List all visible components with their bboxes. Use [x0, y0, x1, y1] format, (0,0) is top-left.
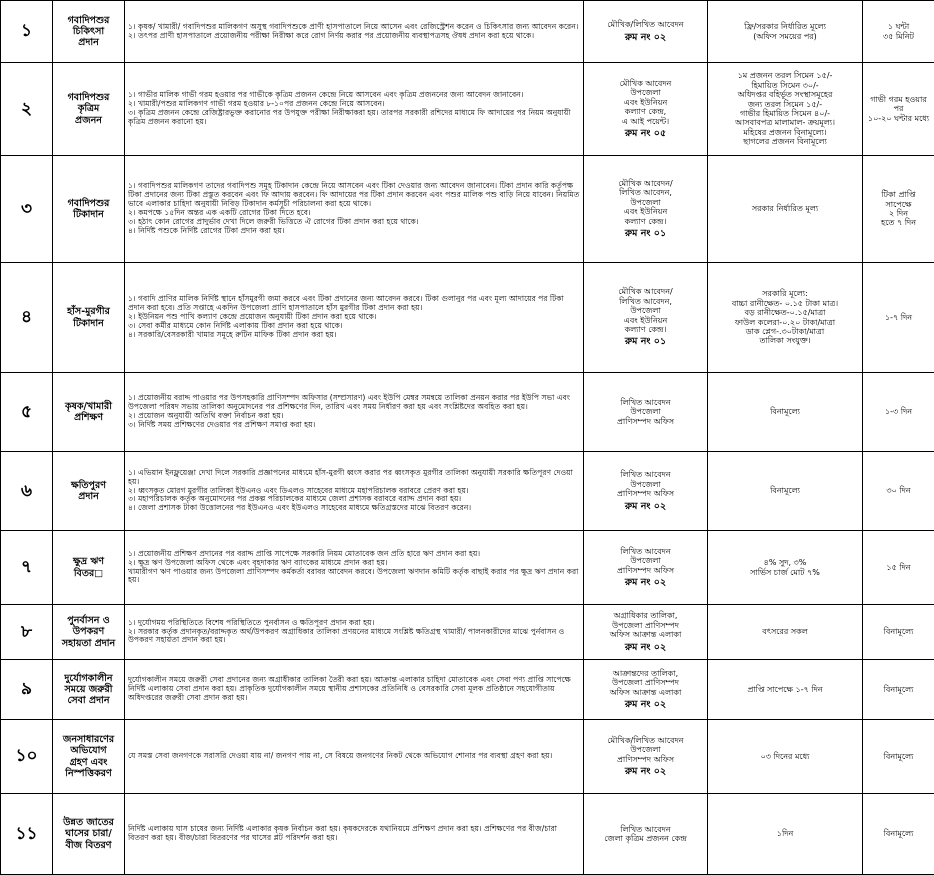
documents-cell — [584, 156, 708, 263]
procedure-step: ৩। মহাপরিচালক কর্তৃক অনুমোদনের পর প্রকল্প পরিচালকের মাধ্যমে জেলা প্রশাসক বরাবরে বরাদ্দ প্রদান করা হয়। — [128, 495, 580, 504]
room-number: রুম নং ০১ — [587, 336, 704, 347]
fee-cell — [708, 794, 863, 875]
time-cell — [863, 720, 934, 794]
document-line: এ আই পয়েন্ট। — [587, 117, 704, 126]
document-line: আক্রান্তদের তালিকা, — [587, 669, 704, 678]
service-name-line: টিকাদান — [56, 318, 121, 329]
service-name-line: উপকরণ — [56, 626, 121, 637]
room-number: রুম নং ০২ — [587, 32, 704, 43]
fee-line: ১দিন — [711, 829, 859, 838]
time-line: ৩৫ মিনিট — [866, 32, 931, 41]
service-name-cell — [53, 605, 125, 660]
time-line: বিনামূল্যে — [866, 685, 931, 694]
fee-line: (অফিস সময়ের পর) — [711, 32, 859, 41]
document-line: লিখিত আবেদন — [587, 470, 704, 479]
table-row — [1, 605, 934, 660]
procedure-step: ১। এভিয়ান ইনফ্লুয়েঞ্জা দেখা দিলে সরকারি প্রজ্ঞাপনের মাধ্যমে হাঁস-মুরগী ধ্বংস করার পর ধ্বংসকৃত মুরগীর তালিকা অনুযায়ী সরকারি ক্ষতিপূরণ দেওয়া হয়। — [128, 469, 580, 487]
document-line: প্রাণিসম্পদ অফিস — [587, 566, 704, 575]
document-line: লিখিত আবেদন — [587, 825, 704, 834]
fee-line: বাচ্চা রানীক্ষেত- ০.১৫ টাকা মাত্র। — [711, 299, 859, 308]
service-name-line: প্রজনন — [56, 115, 121, 126]
service-name-line: প্রশিক্ষণ — [56, 412, 121, 423]
document-line: উপজেলা — [587, 556, 704, 565]
fee-line: মহিষের প্রজনন বিনামূল্যে। — [711, 128, 859, 137]
service-name-line: জনসাধারণের — [56, 734, 121, 745]
procedure-step: ১। গবাদি প্রাণির মালিক নির্দিষ্ট স্থানে হাঁসমুরগী জমা করবে এবং টিকা প্রদানের জন্য আবেদন করবে। টিকা গুলানুর পর এবং মূল্য আদায়ের পর টিকা প্রদান করা হবে। প্রতি সপ্তাহে একদিন উপজেলা প্রাণি হাসপাতালে হাঁস মুরগীর টিকা প্রদান করা হয়। — [128, 295, 580, 313]
procedure-step: যে সমস্ত সেবা জনগণকে সরাসরি দেওয়া যায় না/ জনগণ পায় না, সে বিষয়ে জনগণের নিকট থেকে অভিযোগ শোনার পর ব্যবস্থা গ্রহণ করা হয়। — [128, 752, 580, 761]
procedure-cell — [125, 156, 584, 263]
fee-cell — [708, 263, 863, 373]
document-line: প্রাণিসম্পদ অফিস — [587, 489, 704, 498]
documents-cell — [584, 1, 708, 63]
fee-cell — [708, 720, 863, 794]
document-line: প্রাণিসম্পদ অফিস — [587, 755, 704, 764]
service-table-body — [1, 1, 934, 875]
document-line: উপজেলা প্রাণিসম্পদ — [587, 621, 704, 630]
time-line: ১৫ দিন — [866, 563, 931, 572]
service-name-line: দুর্যোগকালীন — [56, 673, 121, 684]
time-cell — [863, 794, 934, 875]
service-name-cell — [53, 1, 125, 63]
documents-cell — [584, 720, 708, 794]
documents-cell — [584, 605, 708, 660]
fee-cell — [708, 452, 863, 531]
fee-cell — [708, 605, 863, 660]
document-line: মৌখিক আবেদন/ — [587, 287, 704, 296]
document-line: লিখিত আবেদন, — [587, 297, 704, 306]
documents-cell — [584, 660, 708, 720]
fee-line: বড় রানীক্ষেত-০.১৫/মাত্রা — [711, 308, 859, 317]
document-line: উপজেলা — [587, 88, 704, 97]
fee-line: অধিদপ্তর বহির্ভূত সংস্থাসমূহের — [711, 90, 859, 99]
service-name-line: টিকাদান — [56, 209, 121, 220]
document-line: এবং ইউনিয়ন — [587, 98, 704, 107]
time-cell — [863, 1, 934, 63]
procedure-step: ২। কমপক্ষে ১৫দিন অন্তর এক একটি রোগের টিকা দিতে হবে। — [128, 209, 580, 218]
fee-line: ডাক প্লেগ-.৩০টাকা/মাত্রা — [711, 327, 859, 336]
time-line: ১ ঘন্টা — [866, 22, 931, 31]
fee-line: ০৩ দিনের মধ্যে — [711, 752, 859, 761]
fee-line: সরকারি মূল্যে: — [711, 289, 859, 298]
procedure-step: ১। গবাদিপশুর মালিকগণ তাদের গবাদিপশু সমূহ টিকাদান কেন্দ্রে নিয়ে আসবেন এবং টিকা দেওয়ার জন্য আবেদন জানাবেন। টিকা প্রদান কারি কর্তৃপক্ষ টিকা প্রদানের জন্য টিকা প্রস্তুত করবেন এবং ফি আদায় করবেন। ফি আদায়ের পর টিকা প্রদান করবেন এবং পশুর মালিক পশু বাড়ি নিয়ে যাবেন। নিয়মিত ভাবে এলাকার চাহিদা অনুযায়ী নিবিড় টিকাদান কর্মসূচী পরিচালনা করা হয়ে থাকে। — [128, 182, 580, 209]
procedure-step: ২। ইউনিয়ন পশু পাখি কল্যাণ কেন্দ্রে প্রয়োজন অনুযায়ী টিকা প্রদান করা হয়ে থাকে। — [128, 313, 580, 322]
serial-number-cell: ৯ — [1, 660, 53, 720]
procedure-cell — [125, 531, 584, 605]
service-name-line: নিস্পত্তিকরণ — [56, 768, 121, 779]
procedure-step: ২। প্রয়োজন অনুযায়ী অতিথি বক্তা নির্বাচন করা হয়। — [128, 412, 580, 421]
fee-cell — [708, 1, 863, 63]
time-cell — [863, 605, 934, 660]
procedure-cell — [125, 794, 584, 875]
room-number: রুম নং ০২ — [587, 766, 704, 777]
serial-number-cell: ৩ — [1, 156, 53, 263]
time-line: হতে ৭ দিন — [866, 218, 931, 227]
procedure-step: ৪। সরকারি/বেসরকারী খামার সমূহে রুটিন মাফিক টিকা প্রদান করা হয়। — [128, 331, 580, 340]
procedure-step: ২। সরকার কর্তৃক প্রদানকৃত/বরাদ্দকৃত অর্থ/উপকরণ অগ্রাধিকার তালিকা প্রণয়নের মাধ্যমে সংশ্লিষ্ট ক্ষতিগ্রস্থ খামারী/ পালনকারীদের মাঝে পুর্নবাসন ও উপকরণ সহায়তা প্রদান করা হয়। — [128, 628, 580, 646]
procedure-step: নির্দিষ্ট এলাকায় ঘাস চাষের জন্য নির্দিষ্ট এলাকার কৃষক নির্বাচন করা হয়। কৃষকদেরকে যথানিয়মে প্রশিক্ষণ প্রদান করা হয়। প্রশিক্ষণের পর বীজ/চারা বিতরণ করা হয়। বীজ/চারা বিতরণের পর ঘাসের প্লট পরিদর্শন করা হয়। — [128, 825, 580, 843]
service-name-cell — [53, 263, 125, 373]
procedure-step: ৩। নির্দিষ্ট সময় প্রশিক্ষণের দেওয়ার পর প্রশিক্ষণ সমাপ্ত করা হয়। — [128, 421, 580, 430]
serial-number-cell: ১ — [1, 1, 53, 63]
service-name-line: গ্রহণ এবং — [56, 757, 121, 768]
procedure-cell — [125, 660, 584, 720]
document-line: উপজেলা — [587, 407, 704, 416]
documents-cell — [584, 452, 708, 531]
document-line: এবং ইউনিয়ন — [587, 316, 704, 325]
procedure-step: ১। প্রয়োজনীয় বরাদ্দ পাওয়ার পর উপসহকারি প্রাণিসম্পদ অফিসার (সম্প্রসারণ) এবং ইউপি মেম্বর সমন্বয়ে তালিকা প্রনয়ন করার পর ইউপি সভা এবং উপজেলা পরিষদ সভায় তালিকা অনুমোদনের পর প্রশিক্ষণের দিন, তারিখ এবং সময় নির্ধারণ করা হয় এবং সংশ্লিষ্টদের অবহিত করা হয়। — [128, 394, 580, 412]
room-number: রুম নং ০২ — [587, 699, 704, 710]
service-name-cell — [53, 531, 125, 605]
procedure-cell — [125, 63, 584, 156]
table-row — [1, 531, 934, 605]
document-line: উপজেলা — [587, 198, 704, 207]
time-cell — [863, 452, 934, 531]
time-cell — [863, 156, 934, 263]
fee-line: ৪% সুদ, ৩% — [711, 558, 859, 567]
procedure-step: ২। ক্ষুদ্র ঋণ উপজেলা অফিস থেকে এবং বৃহদাকার ঋণ ব্যাংকের মাধ্যমে প্রদান করা হয়। — [128, 559, 580, 568]
procedure-step: ১। দুর্যোগময় পরিস্থিতিতে বিশেষ পরিস্থিতিতে পুনর্বাসন ও ক্ষতিপূরণ প্রদান করা হয়। — [128, 619, 580, 628]
document-line: লিখিত আবেদন, — [587, 188, 704, 197]
document-line: মৌখিক আবেদন — [587, 79, 704, 88]
service-name-line: গবাদিপশুর — [56, 15, 121, 26]
document-line: কল্যাণ কেন্দ্র। — [587, 217, 704, 226]
fee-line: ফাউল কলেরা-০.২০ টাকা/মাত্রা — [711, 318, 859, 327]
room-number: রুম নং ০২ — [587, 577, 704, 588]
time-cell — [863, 531, 934, 605]
service-name-line: পুনর্বাসন ও — [56, 615, 121, 626]
serial-number-cell: ৮ — [1, 605, 53, 660]
serial-number-cell: ১১ — [1, 794, 53, 875]
documents-cell — [584, 63, 708, 156]
fee-line: বিনামূল্যে — [711, 486, 859, 495]
table-row — [1, 794, 934, 875]
fee-cell — [708, 531, 863, 605]
fee-line: জন্য তরল সিমেন ১৫/- — [711, 100, 859, 109]
service-name-line: প্রদান — [56, 491, 121, 502]
procedure-step: ১। কৃষক/ খামারী/ গবাদিপশুর মালিকগণ অসুস্থ গবাদিপশুকে প্রাণী হাসপাতালে নিয়ে আসেন এবং রেজিস্ট্রেশন করেন ও চিকিৎসার জন্য আবেদন করেন। — [128, 23, 580, 32]
procedure-step: ৩। হঠাৎ কোন রোগের প্রাদুর্ভাব দেখা দিলে জরুরী ভিত্তিতে ঐ রোগের টিকা প্রদান করা হয়ে থাকে। — [128, 218, 580, 227]
document-line: উপজেলা — [587, 480, 704, 489]
fee-line: সার্ভিস চার্জ মোট ৭% — [711, 568, 859, 577]
fee-line: আসবাবপত্র মালামাল- ক্রয়মূল্য। — [711, 118, 859, 127]
table-row — [1, 720, 934, 794]
document-line: লিখিত আবেদন — [587, 547, 704, 556]
documents-cell — [584, 263, 708, 373]
fee-line: ১ম প্রজনন তরল সিমেন ১৫/- — [711, 71, 859, 80]
time-line: ৩০ দিন — [866, 486, 931, 495]
procedure-cell — [125, 605, 584, 660]
document-line: লিখিত আবেদন — [587, 398, 704, 407]
procedure-step: ৪। নির্দিষ্ট পশুকে নির্দিষ্ট রোগের টিকা প্রদান করা হয়। — [128, 227, 580, 236]
document-line: উপজেলা — [587, 745, 704, 754]
fee-line: প্রাপ্তি সাপেক্ষে ১-৭ দিন — [711, 685, 859, 694]
table-row — [1, 263, 934, 373]
service-name-line: হাঁস-মুরগীর — [56, 306, 121, 317]
service-name-line: গবাদিপশুর — [56, 92, 121, 103]
document-line: জেলা কৃত্রিম প্রজনন কেন্দ্র — [587, 834, 704, 843]
document-line: উপজেলা প্রাণিসম্পদ — [587, 678, 704, 687]
document-line: এবং ইউনিয়ন — [587, 207, 704, 216]
service-name-line: ক্ষতিপুরণ — [56, 480, 121, 491]
service-name-cell — [53, 720, 125, 794]
time-cell — [863, 660, 934, 720]
procedure-step: ১। গাভীর মালিক গাভী গরম হওয়ার পর গাভীকে কৃত্রিম প্রজনন কেন্দ্রে নিয়ে আসবেন এবং কৃত্রিম প্রজননের জন্য আবেদন জানাবেন। — [128, 91, 580, 100]
procedure-step: ২। তৎপর প্রাণী হাসপাতালে প্রয়োজনীয় পরীক্ষা নিরীক্ষা করে রোগ নির্ণয় করার পর প্রয়োজনীয় ব্যবস্থাপত্রসহ ঔষধ প্রদান করা হয়ে থাকে। — [128, 32, 580, 41]
serial-number-cell: ৫ — [1, 373, 53, 452]
time-cell — [863, 373, 934, 452]
room-number: রুম নং ০১ — [587, 228, 704, 239]
table-row — [1, 1, 934, 63]
documents-cell — [584, 531, 708, 605]
fee-cell — [708, 660, 863, 720]
document-line: অফিস আক্রান্ত এলাকা — [587, 630, 704, 639]
service-name-line: বিতর□ — [56, 568, 121, 579]
fee-line: বিনামূল্যে — [711, 407, 859, 416]
service-name-line: কৃত্রিম — [56, 103, 121, 114]
service-name-line: বীজ বিতরণ — [56, 840, 121, 851]
service-name-line: উন্নত জাতের — [56, 817, 121, 828]
fee-line: ফ্রি/সরকার নির্ধারিত মূল্যে — [711, 22, 859, 31]
document-line: মৌখিক/লিখিত আবেদন — [587, 20, 704, 29]
document-line: মৌখিক/লিখিত আবেদন — [587, 736, 704, 745]
document-line: মৌখিক আবেদন/ — [587, 179, 704, 188]
service-name-cell — [53, 794, 125, 875]
time-line: ১-৩ দিন — [866, 407, 931, 416]
room-number: রুম নং ০২ — [587, 642, 704, 653]
service-name-line: ঘাসের চারা/ — [56, 828, 121, 839]
service-name-cell — [53, 660, 125, 720]
fee-line: গাভীর হিমায়িত সিমেন ৪০/- — [711, 109, 859, 118]
document-line: কল্যাণ কেন্দ্র। — [587, 325, 704, 334]
service-name-line: প্রদান — [56, 37, 121, 48]
procedure-cell — [125, 373, 584, 452]
procedure-cell — [125, 1, 584, 63]
procedure-step: ২। খামারী/পশুর মালিকগণ গাভী গরম হওয়ার ৮-১০পর প্রজনন কেন্দ্রে নিয়ে আসবেন। — [128, 100, 580, 109]
time-cell — [863, 63, 934, 156]
time-line: সাপেক্ষে — [866, 200, 931, 209]
service-name-cell — [53, 156, 125, 263]
service-name-cell — [53, 63, 125, 156]
service-name-line: গবাদিপশুর — [56, 198, 121, 209]
service-name-line: অভিযোগ — [56, 745, 121, 756]
time-line: ১০-২০ ঘন্টার মধ্যে — [866, 114, 931, 123]
service-name-cell — [53, 452, 125, 531]
fee-cell — [708, 63, 863, 156]
service-name-line: সময়ে জরুরী — [56, 684, 121, 695]
procedure-step: ১। প্রয়োজনীয় প্রশিক্ষণ প্রদানের পর বরাদ্দ প্রাপ্তি সাপেক্ষে সরকারি নিয়ম মোতাবেক জন প্রতি হারে ঋণ প্রদান করা হয়। — [128, 550, 580, 559]
table-row — [1, 452, 934, 531]
service-name-line: ক্ষুদ্র ঋণ — [56, 556, 121, 567]
time-line: বিনামূল্যে — [866, 627, 931, 636]
service-name-cell — [53, 373, 125, 452]
procedure-step: খামারীগণ ঋণ পাওয়ার জন্য উপজেলা প্রাণিসম্পদ কর্মকর্তা বরাবর আবেদন করবে। উপজেলা ঋণদান কমিটি কর্তৃক বাছাই করার পর ক্ষুদ্র ঋণ প্রদান করা হয়। — [128, 568, 580, 586]
table-row — [1, 373, 934, 452]
fee-line: ছাগলের প্রজনন বিনামূল্যে — [711, 137, 859, 146]
fee-line: বৎসরের সকল — [711, 627, 859, 636]
procedure-step: ৩। কৃত্রিম প্রজনন কেন্দ্রে রেজিষ্ট্রারভুক্ত করানোর পর উপযুক্ত পরীক্ষা নিরীক্ষাকরা হয়। তারপর সরকারী রশিদের মাধ্যমে ফি আদায়ের পর নিয়ম অনুযায়ী কৃত্রিম প্রজনন করানো হয়। — [128, 109, 580, 127]
time-line: বিনামূল্যে — [866, 752, 931, 761]
documents-cell — [584, 794, 708, 875]
room-number: রুম নং ০৫ — [587, 128, 704, 139]
fee-line: হিমায়িত সিমেন ৩০/- — [711, 81, 859, 90]
procedure-cell — [125, 452, 584, 531]
service-name-line: কৃষক/খামারী — [56, 401, 121, 412]
table-row — [1, 660, 934, 720]
time-line: পর — [866, 104, 931, 113]
time-line: টিকা প্রাপ্তি — [866, 190, 931, 199]
procedure-step: ৪। জেলা প্রশাসক টাকা উত্তোলনের পর ইউএনও এবং ইউএলও সাহেবের মাধ্যমে ক্ষতিগ্রস্তদের মাঝে বিতরণ করেন। — [128, 504, 580, 513]
time-line: ১-৭ দিন — [866, 313, 931, 322]
fee-cell — [708, 373, 863, 452]
procedure-cell — [125, 263, 584, 373]
room-number: রুম নং ০২ — [587, 501, 704, 512]
serial-number-cell: ১০ — [1, 720, 53, 794]
service-name-line: চিকিৎসা — [56, 26, 121, 37]
serial-number-cell: ৬ — [1, 452, 53, 531]
fee-cell — [708, 156, 863, 263]
time-line: ২ দিন — [866, 209, 931, 218]
serial-number-cell: ৪ — [1, 263, 53, 373]
procedure-step: দুর্যোগকালীন সময়ে জরুরী সেবা প্রদানের জন্য অগ্রাধীকার তালিকা তৈরী করা হয়। আক্রান্ত এলাকার চাহিদা মোতাবেক এবং সেবা পণ্য প্রাপ্তি সাপেক্ষে নির্দিষ্ট এলাকায় সেবা প্রদান করা হয়। প্রাকৃতিক দুর্যোগকালীন সময়ে স্থানীয় প্রশাসকের প্রতিনিধি ও বেসরকারি সেবা মূলক প্রতিষ্ঠানে সহযোগীতায় অধিদপ্তরের জরুরী সেবা প্রদান করা হয়। — [128, 676, 580, 703]
time-cell — [863, 263, 934, 373]
document-line: অগ্রাধিকার তালিকা, — [587, 611, 704, 620]
serial-number-cell: ৭ — [1, 531, 53, 605]
table-row — [1, 156, 934, 263]
fee-line: তালিকা সংযুক্ত। — [711, 336, 859, 345]
document-line: প্রাণিসম্পদ অফিস — [587, 417, 704, 426]
time-line: গাভী গরম হওয়ার — [866, 95, 931, 104]
documents-cell — [584, 373, 708, 452]
time-line: বিনামূল্যে — [866, 829, 931, 838]
service-name-line: সহায়তা প্রদান — [56, 638, 121, 649]
table-row — [1, 63, 934, 156]
procedure-cell — [125, 720, 584, 794]
procedure-step: ৩। সেবা কর্মীর মাধ্যমে কোন নির্দিষ্ট এলাকায় টিকা প্রদান করা হয়ে থাকে। — [128, 322, 580, 331]
serial-number-cell: ২ — [1, 63, 53, 156]
procedure-step: ২। ধ্বংসকৃত মোরগ মুরগীর তালিকা ইউএনও এবং ডিএলও সাহেবের মাধ্যমে মহাপরিচালক বরাবরে প্রেরণ করা হয়। — [128, 487, 580, 496]
document-line: কল্যাণ কেন্দ্র, — [587, 107, 704, 116]
document-line: উপজেলা — [587, 306, 704, 315]
fee-line: সরকার নির্ধারিত মূল্য — [711, 204, 859, 213]
document-line: অফিস আক্রান্ত এলাকা — [587, 688, 704, 697]
service-name-line: সেবা প্রদান — [56, 695, 121, 706]
